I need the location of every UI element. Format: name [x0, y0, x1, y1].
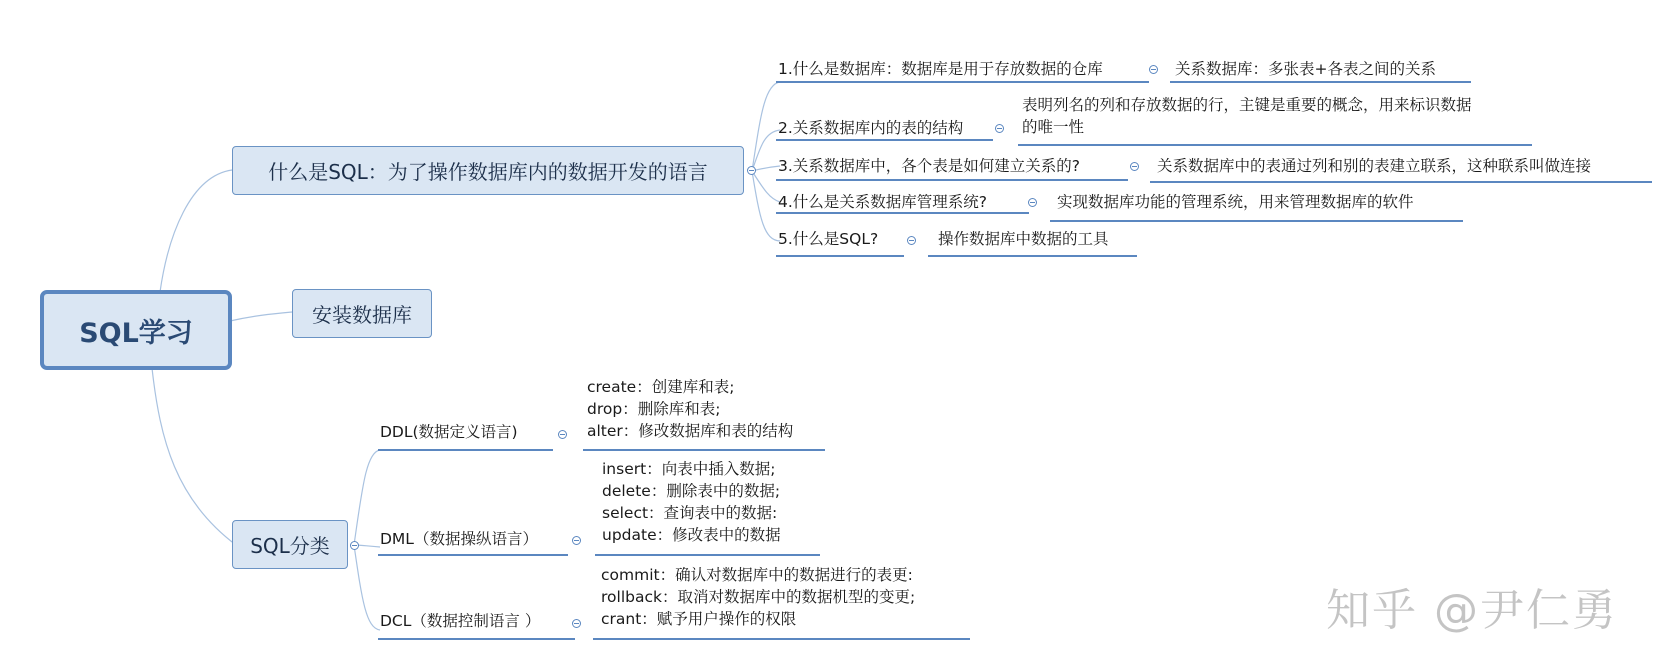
collapse-icon[interactable] [558, 430, 567, 439]
collapse-icon[interactable] [907, 236, 916, 245]
link-root-what [160, 170, 232, 292]
item3-answer[interactable]: 关系数据库中的表通过列和别的表建立联系，这种联系叫做连接 [1157, 157, 1592, 175]
item1-question[interactable]: 1.什么是数据库：数据库是用于存放数据的仓库 [778, 60, 1103, 78]
dml-lines[interactable] [602, 458, 781, 546]
dcl-line: crant：赋予用户操作的权限 [601, 610, 797, 628]
link-types-ddl [354, 450, 380, 545]
item2-question[interactable]: 2.关系数据库内的表的结构 [778, 119, 964, 137]
item5-question[interactable]: 5.什么是SQL? [778, 230, 879, 248]
ddl-line: create：创建库和表; [587, 378, 735, 396]
item2-answer-line: 的唯一性 [1022, 118, 1085, 136]
watermark: 知乎 @尹仁勇 [1326, 585, 1618, 636]
ddl-line: alter：修改数据库和表的结构 [587, 422, 794, 440]
dcl-lines[interactable] [601, 564, 915, 630]
item5-answer[interactable]: 操作数据库中数据的工具 [938, 230, 1109, 248]
collapse-icon[interactable] [572, 619, 581, 628]
item2-answer-line: 表明列名的列和存放数据的行，主键是重要的概念，用来标识数据 [1022, 96, 1472, 114]
item2-answer[interactable] [1022, 94, 1472, 138]
dcl-name[interactable]: DCL（数据控制语言 ） [380, 612, 541, 630]
collapse-icon[interactable] [1130, 162, 1139, 171]
link-what-item5 [752, 171, 780, 241]
item4-answer[interactable]: 实现数据库功能的管理系统，用来管理数据库的软件 [1057, 193, 1414, 211]
item4-question[interactable]: 4.什么是关系数据库管理系统? [778, 193, 988, 211]
collapse-icon[interactable] [1028, 198, 1037, 207]
item3-question[interactable]: 3.关系数据库中，各个表是如何建立关系的? [778, 157, 1081, 175]
install-label: 安装数据库 [312, 303, 412, 327]
ddl-lines[interactable] [587, 376, 793, 442]
root-node-label: SQL学习 [79, 317, 193, 349]
dcl-line: commit：确认对数据库中的数据进行的表更: [601, 566, 913, 584]
collapse-icon[interactable] [1149, 65, 1158, 74]
dcl-line: rollback：取消对数据库中的数据机型的变更; [601, 588, 916, 606]
ddl-line: drop：删除库和表; [587, 400, 721, 418]
ddl-name[interactable]: DDL(数据定义语言) [380, 423, 518, 441]
sql-types-label: SQL分类 [250, 534, 330, 558]
dml-line: delete：删除表中的数据; [602, 482, 781, 500]
collapse-icon[interactable] [995, 124, 1004, 133]
link-types-dcl [354, 545, 380, 630]
what-is-sql-label: 什么是SQL：为了操作数据库内的数据开发的语言 [268, 160, 708, 184]
sql-types-node[interactable] [232, 520, 348, 569]
install-node[interactable] [292, 289, 432, 338]
collapse-icon[interactable] [572, 536, 581, 545]
collapse-icon[interactable] [350, 541, 359, 550]
link-what-item2 [752, 130, 780, 171]
collapse-icon[interactable] [747, 166, 756, 175]
link-root-types [152, 368, 236, 545]
dml-line: update：修改表中的数据 [602, 526, 781, 544]
dml-name[interactable]: DML（数据操纵语言） [380, 530, 538, 548]
dml-line: select：查询表中的数据: [602, 504, 778, 522]
link-root-install [230, 312, 292, 321]
dml-line: insert：向表中插入数据; [602, 460, 776, 478]
root-node[interactable] [40, 290, 232, 370]
what-is-sql-node[interactable] [232, 146, 744, 195]
item1-answer[interactable]: 关系数据库：多张表+各表之间的关系 [1175, 60, 1436, 78]
link-what-item3 [752, 166, 780, 171]
